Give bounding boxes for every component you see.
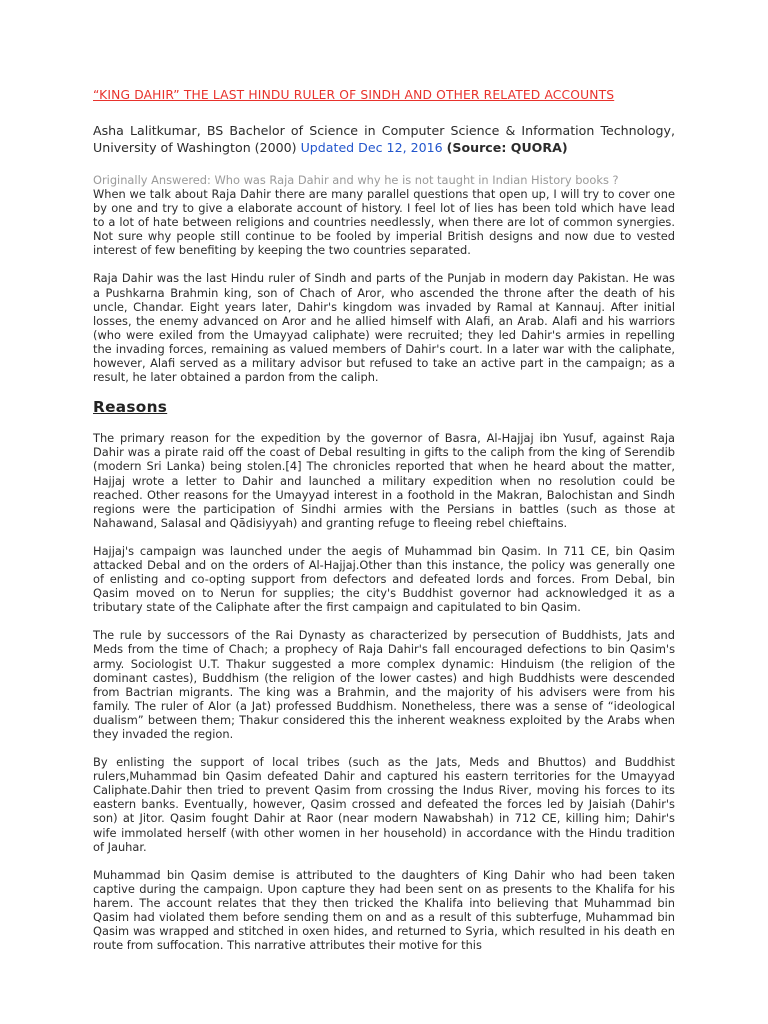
paragraph-intro-1: When we talk about Raja Dahir there are many parallel questions that open up, I will try to cover one by one and try to give a elaborate account of history. I feel lot of lies has been told which have lead to a lot of hate between religions and countries needlessly, when there are lot of common synergies. Not sure why people still continue to be fooled by imperial British designs and now due to vested interest of few benefiting by keeping the two countries separated.	[93, 187, 675, 258]
author-line	[93, 122, 675, 156]
paragraph-reasons-5: Muhammad bin Qasim demise is attributed to the daughters of King Dahir who had been taken captive during the campaign. Upon capture they had been sent on as presents to the Khalifa for his harem. The account relates that they then tricked the Khalifa into believing that Muhammad bin Qasim had violated them before sending them on and as a result of this subterfuge, Muhammad bin Qasim was wrapped and stitched in oxen hides, and returned to Syria, which resulted in his death en route from suffocation. This narrative attributes their motive for this	[93, 867, 675, 953]
paragraph-intro-2: Raja Dahir was the last Hindu ruler of Sindh and parts of the Punjab in modern day Pakistan. He was a Pushkarna Brahmin king, son of Chach of Aror, who ascended the throne after the death of his uncle, Chandar. Eight years later, Dahir's kingdom was invaded by Ramal at Kannauj. After initial losses, the enemy advanced on Aror and he allied himself with Alafi, an Arab. Alafi and his warriors (who were exiled from the Umayyad caliphate) were recruited; they led Dahir's armies in repelling the invading forces, remaining as valued members of Dahir's court. In a later war with the caliphate, however, Alafi served as a military advisor but refused to take an active part in the campaign; as a result, he later obtained a pardon from the caliph.	[93, 271, 675, 385]
paragraph-reasons-2: Hajjaj's campaign was launched under the aegis of Muhammad bin Qasim. In 711 CE, bin Qasim attacked Debal and on the orders of Al-Hajjaj.Other than this instance, the policy was generally one of enlisting and co-opting support from defectors and defeated lords and forces. From Debal, bin Qasim moved on to Nerun for supplies; the city's Buddhist governor had acknowledged it as a tributary state of the Caliphate after the first campaign and capitulated to bin Qasim.	[93, 543, 675, 615]
author-credentials: Asha Lalitkumar, BS Bachelor of Science in Computer Science & Information Technology, University of Washington (2000)	[93, 123, 675, 155]
paragraph-reasons-3: The rule by successors of the Rai Dynasty as characterized by persecution of Buddhists, Jats and Meds from the time of Chach; a prophecy of Raja Dahir's fall encouraged defections to bin Qasim's army. Sociologist U.T. Thakur suggested a more complex dynamic: Hinduism (the religion of the dominant castes), Buddhism (the religion of the lower castes) and high Buddhists were descended from Bactrian migrants. The king was a Brahmin, and the majority of his advisers were from his family. The ruler of Alor (a Jat) professed Buddhism. Nonetheless, there was a sense of “ideological dualism” between them; Thakur considered this the inherent weakness exploited by the Arabs when they invaded the region.	[93, 628, 675, 741]
document-title: “KING DAHIR” THE LAST HINDU RULER OF SINDH AND OTHER RELATED ACCOUNTS	[93, 88, 615, 102]
document-body	[93, 88, 675, 966]
paragraph-reasons-4: By enlisting the support of local tribes (such as the Jats, Meds and Bhuttos) and Buddhist rulers,Muhammad bin Qasim defeated Dahir and captured his eastern territories for the Umayyad Caliphate.Dahir then tried to prevent Qasim from crossing the Indus River, moving his forces to its eastern banks. Eventually, however, Qasim crossed and defeated the forces led by Jaisiah (Dahir's son) at Jitor. Qasim fought Dahir at Raor (near modern Nawabshah) in 712 CE, killing him; Dahir's wife immolated herself (with other women in her household) in accordance with the Hindu tradition of Jauhar.	[93, 755, 675, 854]
source-label: (Source: QUORA)	[446, 140, 568, 155]
originally-answered: Originally Answered: Who was Raja Dahir and why he is not taught in Indian History books ?	[93, 173, 619, 187]
paragraph-reasons-1: The primary reason for the expedition by the governor of Basra, Al-Hajjaj ibn Yusuf, against Raja Dahir was a pirate raid off the coast of Debal resulting in gifts to the caliph from the king of Serendib (modern Sri Lanka) being stolen.[4] The chronicles reported that when he heard about the matter, Hajjaj wrote a letter to Dahir and launched a military expedition when no resolution could be reached. Other reasons for the Umayyad interest in a foothold in the Makran, Balochistan and Sindh regions were the participation of Sindhi armies with the Persians in battles (such as those at Nahawand, Salasal and Qādisiyyah) and granting refuge to fleeing rebel chieftains.	[93, 431, 675, 530]
updated-date: Updated Dec 12, 2016	[300, 140, 443, 155]
reasons-heading: Reasons	[93, 398, 168, 417]
